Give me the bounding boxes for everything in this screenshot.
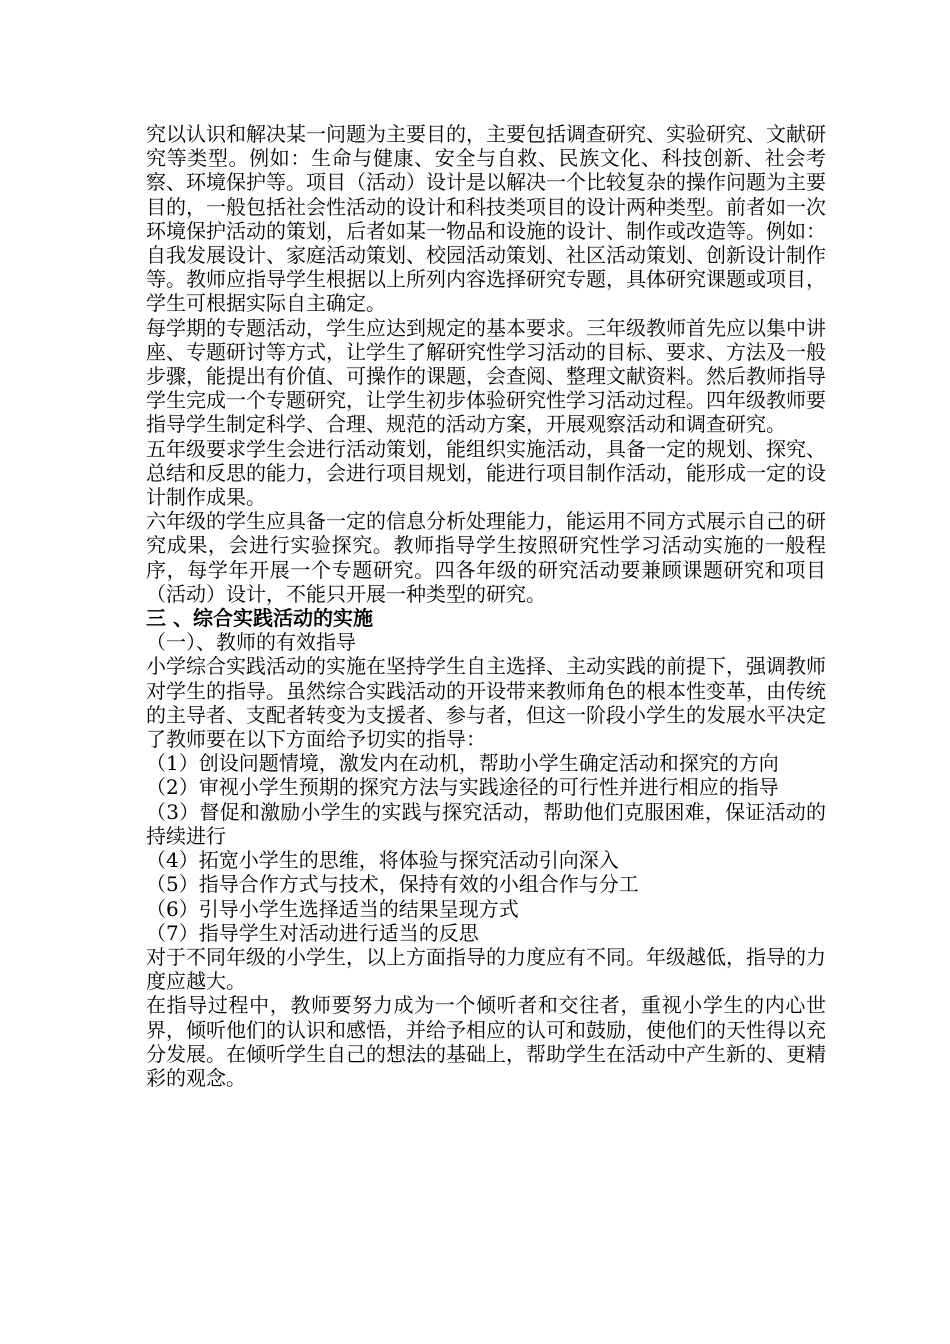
paragraph-grade-five: 五年级要求学生会进行活动策划，能组织实施活动，具备一定的规划、探究、总结和反思的能力，会进行项目规划，能进行项目制作活动，能形成一定的设计制作成果。 <box>146 436 826 510</box>
paragraph-guidance-intensity: 对于不同年级的小学生，以上方面指导的力度应有不同。年级越低，指导的力度应越大。 <box>146 944 826 994</box>
paragraph-intro: 小学综合实践活动的实施在坚持学生自主选择、主动实践的前提下，强调教师对学生的指导。虽然综合实践活动的开设带来教师角色的根本性变革，由传统的主导者、支配者转变为支援者、参与者，但这一阶段小学生的发展水平决定了教师要在以下方面给予切实的指导： <box>146 654 826 752</box>
section-heading: 三 、综合实践活动的实施 <box>146 606 373 631</box>
guidance-item: （6）引导小学生选择适当的结果呈现方式 <box>146 896 519 921</box>
paragraph-grade-six: 六年级的学生应具备一定的信息分析处理能力，能运用不同方式展示自己的研究成果，会进行实验探究。教师指导学生按照研究性学习活动实施的一般程序，每学年开展一个专题研究。四各年级的研究活动要兼顾课题研究和项目（活动）设计，不能只开展一种类型的研究。 <box>146 509 826 606</box>
guidance-item: （7）指导学生对活动进行适当的反思 <box>146 920 479 945</box>
subsection-heading: （一）、教师的有效指导 <box>146 630 356 655</box>
guidance-item: （5）指导合作方式与技术，保持有效的小组合作与分工 <box>146 872 639 897</box>
paragraph-research-types: 究以认识和解决某一问题为主要目的，主要包括调查研究、实验研究、文献研究等类型。例如：生命与健康、安全与自救、民族文化、科技创新、社会考察、环境保护等。项目（活动）设计是以解决一个比较复杂的操作问题为主要目的，一般包括社会性活动的设计和科技类项目的设计两种类型。前者如一次环境保护活动的策划，后者如某一物品和设施的设计、制作或改造等。例如：自我发展设计、家庭活动策划、校园活动策划、社区活动策划、创新设计制作等。教师应指导学生根据以上所列内容选择研究专题，具体研究课题或项目，学生可根据实际自主确定。 <box>146 122 826 316</box>
guidance-item: （2）审视小学生预期的探究方法与实践途径的可行性并进行相应的指导 <box>146 775 779 800</box>
guidance-item: （3）督促和激励小学生的实践与探究活动，帮助他们克服困难，保证活动的持续进行 <box>146 799 826 848</box>
paragraph-semester-requirements: 每学期的专题活动，学生应达到规定的基本要求。三年级教师首先应以集中讲座、专题研讨等方式，让学生了解研究性学习活动的目标、要求、方法及一般步骤，能提出有价值、可操作的课题，会查阅、整理文献资料。然后教师指导学生完成一个专题研究，让学生初步体验研究性学习活动过程。四年级教师要指导学生制定科学、合理、规范的活动方案，开展观察活动和调查研究。 <box>146 315 826 437</box>
paragraph-teacher-listener: 在指导过程中，教师要努力成为一个倾听者和交往者，重视小学生的内心世界，倾听他们的认识和感悟，并给予相应的认可和鼓励，使他们的天性得以充分发展。在倾听学生自己的想法的基础上，帮助学生在活动中产生新的、更精彩的观念。 <box>146 993 826 1090</box>
guidance-item: （1）创设问题情境，激发内在动机，帮助小学生确定活动和探究的方向 <box>146 751 779 776</box>
guidance-item: （4）拓宽小学生的思维，将体验与探究活动引向深入 <box>146 848 619 873</box>
document-body <box>146 122 826 1090</box>
